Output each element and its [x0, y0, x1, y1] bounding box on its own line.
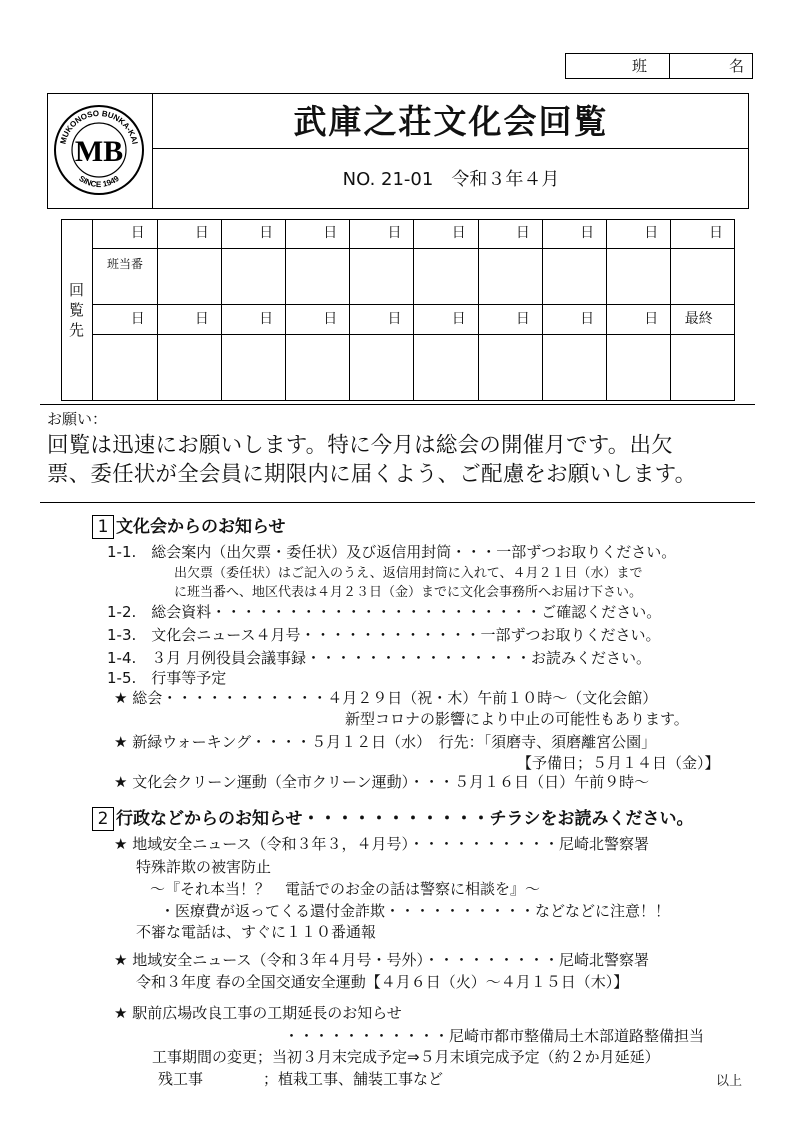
- blank-cell: [671, 249, 735, 305]
- blank-cell: [157, 335, 222, 401]
- s2-line: ★ 地域安全ニュース（令和３年４月号・号外）・・・・・・・・・尼崎北警察署: [114, 951, 649, 969]
- blank-cell: [478, 335, 543, 401]
- blank-cell: [221, 335, 286, 401]
- s2-line: 令和３年度 春の全国交通安全運動【４月６日（火）～４月１５日（木）】: [136, 973, 629, 991]
- logo-initials: MB: [74, 135, 124, 168]
- blank-cell: [671, 335, 735, 401]
- s1-line: 1-4. ３月 月例役員会議事録・・・・・・・・・・・・・・・お読みください。: [107, 649, 652, 667]
- divider-middle: [40, 502, 755, 503]
- request-body: [47, 431, 757, 489]
- s2-line: 工事期間の変更；当初３月末完成予定⇒５月末頃完成予定（約２か月延延）: [152, 1048, 660, 1066]
- s2-line: 特殊詐欺の被害防止: [136, 858, 272, 876]
- circulation-label: [61, 219, 93, 401]
- day-cell: 日: [350, 305, 415, 335]
- s1-line: 1-3. 文化会ニュース４月号・・・・・・・・・・・・一部ずつお取りください。: [107, 626, 661, 644]
- blank-cell: [607, 249, 672, 305]
- blank-cell: [542, 335, 607, 401]
- s1-line: 1-5. 行事等予定: [107, 669, 227, 687]
- mei-label: 名: [728, 57, 744, 75]
- logo-ring-bottom: SINCE 1949: [77, 173, 121, 190]
- blank-cell: [157, 249, 222, 305]
- s2-line: 不審な電話は、すぐに１１０番通報: [136, 923, 377, 941]
- section1-number: 1: [92, 515, 114, 539]
- circ-label-2: 覧: [68, 301, 84, 319]
- blank-cell: [350, 249, 415, 305]
- blank-cell: [286, 335, 351, 401]
- blank-cell: [478, 249, 543, 305]
- section2-title: 行政などからのお知らせ・・・・・・・・・・・チラシをお読みください。: [116, 809, 694, 829]
- s1-line: ★ 総会・・・・・・・・・・・４月２９日（祝・木）午前１０時～（文化会館）: [114, 689, 658, 707]
- day-cell: 日: [478, 219, 543, 249]
- day-cell: 日: [286, 305, 351, 335]
- blank-cell: [286, 249, 351, 305]
- day-cell: 日: [221, 219, 286, 249]
- day-cell: 日: [607, 305, 672, 335]
- day-cell: 日: [157, 305, 222, 335]
- day-cell: 日: [350, 219, 415, 249]
- logo-ring-top: MUKONOSO BUNKA-KAI: [58, 108, 140, 146]
- s2-line: ・医療費が返ってくる還付金詐欺・・・・・・・・・・などなどに注意！！: [160, 902, 671, 920]
- s2-line: 残工事 ；植栽工事、舗装工事など: [158, 1070, 444, 1088]
- s2-line: ★ 地域安全ニュース（令和３年３，４月号）・・・・・・・・・・尼崎北警察署: [114, 835, 649, 853]
- s1-line: ★ 新緑ウォーキング・・・・５月１２日（水） 行先：「須磨寺、須磨離宮公園」: [114, 733, 657, 751]
- s1-line: 1-1. 総会案内（出欠票・委任状）及び返信用封筒・・・一部ずつお取りください。: [107, 543, 677, 561]
- circ-label-3: 先: [68, 321, 84, 339]
- request-line-2: 票、委任状が全会員に期限内に届くよう、ご配慮をお願いします。: [47, 462, 697, 487]
- day-cell: 日: [414, 305, 479, 335]
- blank-cell: [414, 249, 479, 305]
- issue-number: NO. 21-01 令和３年４月: [342, 169, 560, 190]
- svg-text:SINCE 1949: [77, 174, 121, 189]
- blank-cell: [350, 335, 415, 401]
- blank-cell: [221, 249, 286, 305]
- last-cell: 最終: [671, 305, 735, 335]
- day-cell: 日: [157, 219, 222, 249]
- day-cell: 日: [286, 219, 351, 249]
- request-heading: お願い：: [47, 410, 108, 428]
- request-line-1: 回覧は迅速にお願いします。特に今月は総会の開催月です。出欠: [47, 433, 673, 458]
- page-title: 武庫之荘文化会回覧: [153, 93, 749, 149]
- s1-line: 出欠票（委任状）はご記入のうえ、返信用封筒に入れて、４月２１日（水）まで: [174, 566, 643, 581]
- s2-line: ・・・・・・・・・・・尼崎市都市整備局土木部道路整備担当: [284, 1027, 705, 1045]
- blank-cell: [607, 335, 672, 401]
- divider-top: [40, 404, 755, 405]
- day-cell: 日: [671, 219, 735, 249]
- logo-cell: [47, 93, 153, 209]
- s1-line: 【予備日；５月１４日（金）】: [517, 754, 720, 772]
- section2-heading: [92, 804, 694, 831]
- han-touban-cell: 班当番: [93, 249, 158, 305]
- s1-line: に班当番へ、地区代表は４月２３日（金）までに文化会事務所へお届け下さい。: [174, 585, 643, 600]
- mb-logo-icon: [47, 93, 151, 207]
- han-mei-box: [565, 53, 753, 79]
- day-cell: 日: [542, 219, 607, 249]
- blank-cell: [542, 249, 607, 305]
- day-cell: 日: [414, 219, 479, 249]
- day-cell: 日: [93, 305, 158, 335]
- s1-line: 1-2. 総会資料・・・・・・・・・・・・・・・・・・・・・・ご確認ください。: [107, 603, 662, 621]
- s1-line: ★ 文化会クリーン運動（全市クリーン運動）・・・５月１６日（日）午前９時～: [114, 773, 650, 791]
- blank-cell: [93, 335, 158, 401]
- section2-number: 2: [92, 807, 114, 831]
- day-cell: 日: [607, 219, 672, 249]
- s2-closing: 以上: [716, 1074, 743, 1089]
- circ-label-1: 回: [68, 281, 84, 299]
- s2-line: ★ 駅前広場改良工事の工期延長のお知らせ: [114, 1004, 402, 1022]
- day-cell: 日: [93, 219, 158, 249]
- day-cell: 日: [542, 305, 607, 335]
- han-label: 班: [566, 54, 670, 78]
- section1-title: 文化会からのお知らせ: [116, 517, 286, 537]
- s1-line: 新型コロナの影響により中止の可能性もあります。: [345, 710, 689, 728]
- s2-line: ～『それ本当！？ 電話でのお金の話は警察に相談を』～: [150, 880, 541, 898]
- day-cell: 日: [221, 305, 286, 335]
- section1-heading: [92, 512, 286, 539]
- day-cell: 日: [478, 305, 543, 335]
- blank-cell: [414, 335, 479, 401]
